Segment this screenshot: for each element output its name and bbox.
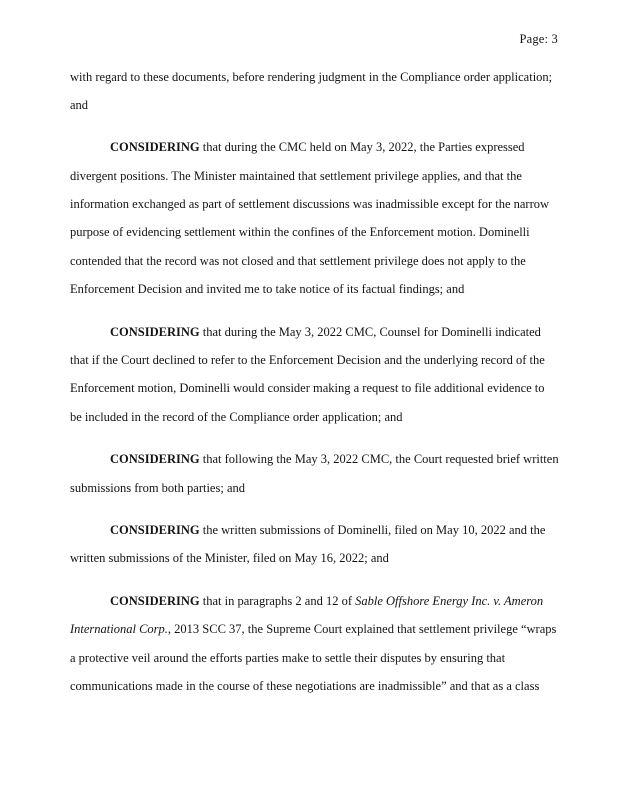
text-line <box>70 644 564 672</box>
text-run-normal: written submissions of the Minister, filed on May 16, 2022; and <box>70 551 389 566</box>
text-line <box>70 516 564 544</box>
text-run-bold: CONSIDERING <box>110 593 200 608</box>
text-run-normal: Enforcement Decision and invited me to take notice of its factual findings; and <box>70 282 465 297</box>
text-run-normal: communications made in the course of these negotiations are inadmissible” and that as a class <box>70 678 540 693</box>
paragraph <box>70 445 564 502</box>
text-run-bold: CONSIDERING <box>110 452 200 467</box>
text-line <box>70 275 564 303</box>
text-line <box>70 218 564 246</box>
text-line <box>70 615 564 643</box>
paragraph <box>70 63 564 120</box>
text-line <box>70 587 564 615</box>
text-run-normal: that following the May 3, 2022 CMC, the Court requested brief written <box>199 452 559 467</box>
text-run-normal: purpose of evidencing settlement within the confines of the Enforcement motion. Dominelli <box>70 225 530 240</box>
text-line <box>70 374 564 402</box>
paragraph <box>70 587 564 701</box>
text-run-normal: divergent positions. The Minister maintained that settlement privilege applies, and that the <box>70 168 522 183</box>
text-run-normal: , 2013 SCC 37, the Supreme Court explained that settlement privilege “wraps <box>167 622 557 637</box>
text-run-normal: information exchanged as part of settlement discussions was inadmissible except for the narrow <box>70 197 550 212</box>
text-run-normal: that during the May 3, 2022 CMC, Counsel for Dominelli indicated <box>199 324 541 339</box>
text-run-normal: a protective veil around the efforts parties make to settle their disputes by ensuring that <box>70 650 506 665</box>
text-run-normal: the written submissions of Dominelli, filed on May 10, 2022 and the <box>199 522 546 537</box>
text-run-normal: Enforcement motion, Dominelli would consider making a request to file additional evidence to <box>70 381 545 396</box>
text-line <box>70 474 564 502</box>
text-line <box>70 318 564 346</box>
text-run-normal: contended that the record was not closed and that settlement privilege does not apply to the <box>70 253 526 268</box>
text-line <box>70 63 564 91</box>
text-line <box>70 445 564 473</box>
text-run-italic: International Corp. <box>70 622 168 637</box>
text-line <box>70 247 564 275</box>
text-run-bold: CONSIDERING <box>110 522 200 537</box>
text-line <box>70 91 564 119</box>
text-line <box>70 672 564 700</box>
text-run-normal: be included in the record of the Compliance order application; and <box>70 409 403 424</box>
text-line <box>70 544 564 572</box>
text-run-normal: that if the Court declined to refer to the Enforcement Decision and the underlying record of the <box>70 353 545 368</box>
text-line <box>70 162 564 190</box>
page-number: Page: 3 <box>519 32 558 46</box>
text-run-bold: CONSIDERING <box>110 324 200 339</box>
text-line <box>70 133 564 161</box>
text-run-italic: Sable Offshore Energy Inc. v. Ameron <box>355 593 544 608</box>
text-run-normal: that in paragraphs 2 and 12 of <box>199 593 356 608</box>
paragraph <box>70 133 564 303</box>
text-run-normal: submissions from both parties; and <box>70 480 245 495</box>
text-line <box>70 190 564 218</box>
paragraph <box>70 318 564 432</box>
text-run-normal: with regard to these documents, before rendering judgment in the Compliance order application; <box>70 69 553 84</box>
text-run-normal: and <box>70 97 89 112</box>
text-run-normal: that during the CMC held on May 3, 2022, the Parties expressed <box>199 140 525 155</box>
text-line <box>70 346 564 374</box>
text-line <box>70 403 564 431</box>
text-run-bold: CONSIDERING <box>110 140 200 155</box>
document-body <box>70 63 564 701</box>
paragraph <box>70 516 564 573</box>
